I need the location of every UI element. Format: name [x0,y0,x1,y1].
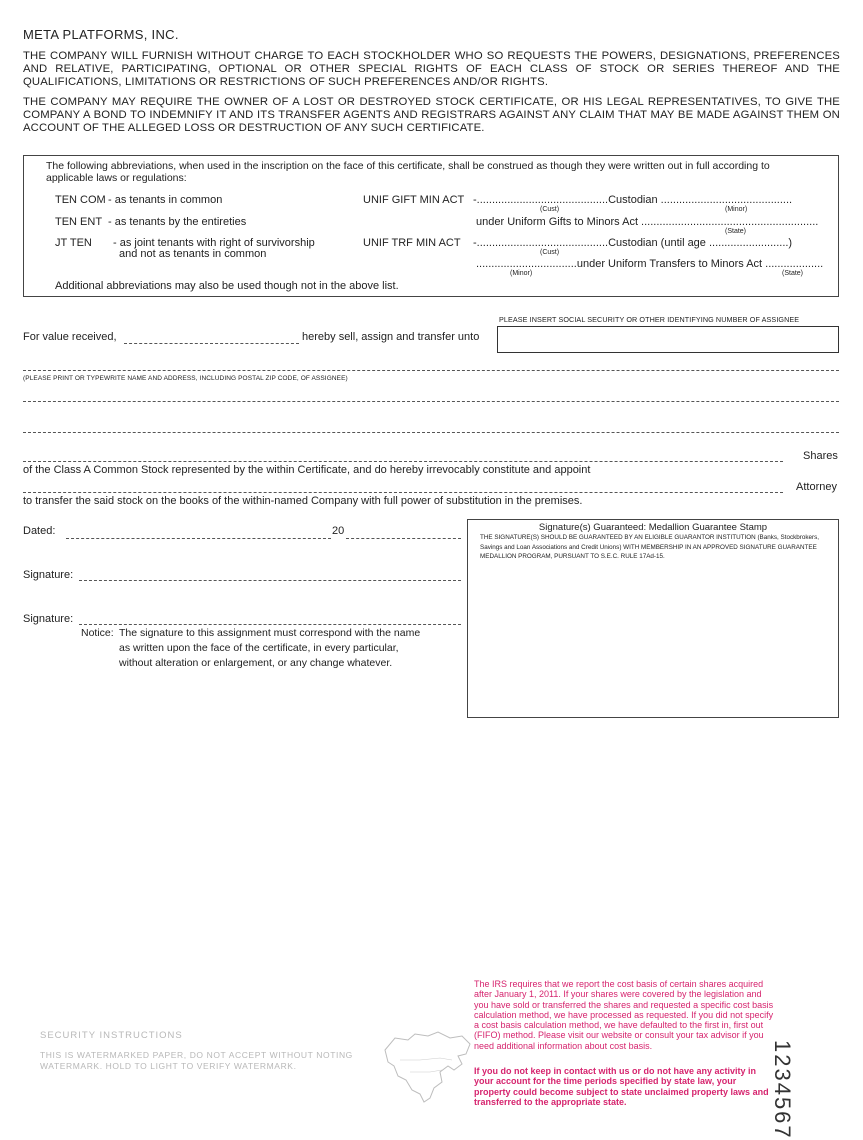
state-label-2: (State) [782,270,804,277]
consideration-line[interactable] [124,343,299,344]
dated-label: Dated: [23,525,56,537]
unif-trf-line-1: -...........................................Custodian (until age ..........................) [473,237,793,249]
unclaimed-property-notice: If you do not keep in contact with us or do not have any activity in your account for the time periods specified by state law, your property could become subject to state unclaimed property laws and transferred to the appropriate state. [474,1066,769,1107]
for-value-received-label: For value received, [23,331,117,343]
assignee-address-line-2[interactable] [23,432,839,433]
notice-line-3: without alteration or enlargement, or any change whatever. [119,657,393,669]
minor-label-1: (Minor) [725,206,748,213]
notice-line-1: The signature to this assignment must correspond with the name [119,627,421,639]
minor-label-2: (Minor) [510,270,533,277]
cust-label-1: (Cust) [540,206,560,213]
year-line[interactable] [346,538,461,539]
unif-trf-code: UNIF TRF MIN ACT [363,237,461,249]
signature-label-1: Signature: [23,569,74,581]
ssn-input-box[interactable] [497,326,839,353]
lost-certificate-paragraph: THE COMPANY MAY REQUIRE THE OWNER OF A LOST OR DESTROYED STOCK CERTIFICATE, OR HIS LEGAL REPRESENTATIVES, TO GIVE THE COMPANY A BOND TO INDEMNIFY IT AND ITS TRANSFER AGENTS AND REGISTRARS AGAINST ANY CLAIM THAT MAY BE MADE AGAINST THEM ON ACCOUNT OF THE ALLEGED LOSS OR DESTRUCTION OF ANY SUCH CERTIFICATE. [23,96,840,134]
irs-cost-basis-notice: The IRS requires that we report the cost basis of certain shares acquired after January 1, 2011. If your shares were covered by the legislation and you have sold or transferred the shares and requested a specific cost basis calculation method, we have processed as requested. If you did not specify a cost basis calculation method, we have defaulted to the first in, first out (FIFO) method. Please visit our website or consult your tax advisor if you need additional information about cost basis. [474,979,774,1051]
class-a-text: of the Class A Common Stock represented by the within Certificate, and do hereby irrevocably constitute and appoint [23,464,591,476]
jt-ten-description-2: and not as tenants in common [119,248,267,260]
notice-line-2: as written upon the face of the certificate, in every particular, [119,642,399,654]
transfer-stock-text: to transfer the said stock on the books of the within-named Company with full power of substitution in the premises. [23,495,583,507]
shares-label: Shares [803,450,838,462]
additional-abbreviations-note: Additional abbreviations may also be used though not in the above list. [55,280,399,292]
assignee-name-line[interactable] [23,370,839,371]
ten-ent-description: - as tenants by the entireties [108,216,247,228]
security-instructions-text: THIS IS WATERMARKED PAPER, DO NOT ACCEPT WITHOUT NOTING WATERMARK. HOLD TO LIGHT TO VERIFY WATERMARK. [40,1050,353,1071]
attorney-label: Attorney [796,481,837,493]
company-name: META PLATFORMS, INC. [23,27,179,42]
north-america-map-icon [380,1030,475,1105]
ten-ent-code: TEN ENT [55,216,103,228]
unif-gift-line-1: -...........................................Custodian ........................................... [473,194,793,206]
assignee-address-line-1[interactable] [23,401,839,402]
print-name-instruction: (PLEASE PRINT OR TYPEWRITE NAME AND ADDRESS, INCLUDING POSTAL ZIP CODE, OF ASSIGNEE) [23,375,348,382]
state-label-1: (State) [725,228,747,235]
rights-paragraph: THE COMPANY WILL FURNISH WITHOUT CHARGE TO EACH STOCKHOLDER WHO SO REQUESTS THE POWERS, DESIGNATIONS, PREFERENCES AND RELATIVE, PARTICIPATING, OPTIONAL OR OTHER SPECIAL RIGHTS OF EACH CLASS OF STOCK OR SERIES THEREOF AND THE QUALIFICATIONS, LIMITATIONS OR RESTRICTIONS OF SUCH PREFERENCES AND/OR RIGHTS. [23,50,840,88]
jt-ten-code: JT TEN [55,237,92,249]
notice-label: Notice: [81,627,114,639]
security-instructions-title: SECURITY INSTRUCTIONS [40,1030,183,1041]
attorney-line[interactable] [23,492,783,493]
unif-gift-code: UNIF GIFT MIN ACT [363,194,465,206]
date-line[interactable] [66,538,331,539]
hereby-sell-label: hereby sell, assign and transfer unto [302,331,480,343]
medallion-title: Signature(s) Guaranteed: Medallion Guarantee Stamp [538,522,768,533]
unif-gift-line-2: under Uniform Gifts to Minors Act .......................................................... [476,216,819,228]
serial-number: 1234567 [770,1040,795,1140]
ssn-label: PLEASE INSERT SOCIAL SECURITY OR OTHER IDENTIFYING NUMBER OF ASSIGNEE [499,315,800,324]
signature-line-2[interactable] [79,624,461,625]
ten-com-code: TEN COM [55,194,106,206]
unif-trf-line-2: .................................under Uniform Transfers to Minors Act ................... [476,258,824,270]
ten-com-description: - as tenants in common [108,194,223,206]
cust-label-2: (Cust) [540,249,560,256]
shares-line[interactable] [23,461,783,462]
jt-ten-description-1: - as joint tenants with right of survivorship [113,237,315,249]
abbreviations-intro: The following abbreviations, when used in the inscription on the face of this certificate, shall be construed as though they were written out in full according to applicable laws or regulations: [46,160,770,184]
signature-line-1[interactable] [79,580,461,581]
medallion-text: THE SIGNATURE(S) SHOULD BE GUARANTEED BY AN ELIGIBLE GUARANTOR INSTITUTION (Banks, Stockbrokers, Savings and Loan Associations and Credit Unions) WITH MEMBERSHIP IN AN APPROVED SIGNATURE GUARANTEE MEDALLION PROGRAM, PURSUANT TO S.E.C. RULE 17Ad-15. [480,534,820,560]
year-prefix: 20 [332,525,345,537]
signature-label-2: Signature: [23,613,74,625]
